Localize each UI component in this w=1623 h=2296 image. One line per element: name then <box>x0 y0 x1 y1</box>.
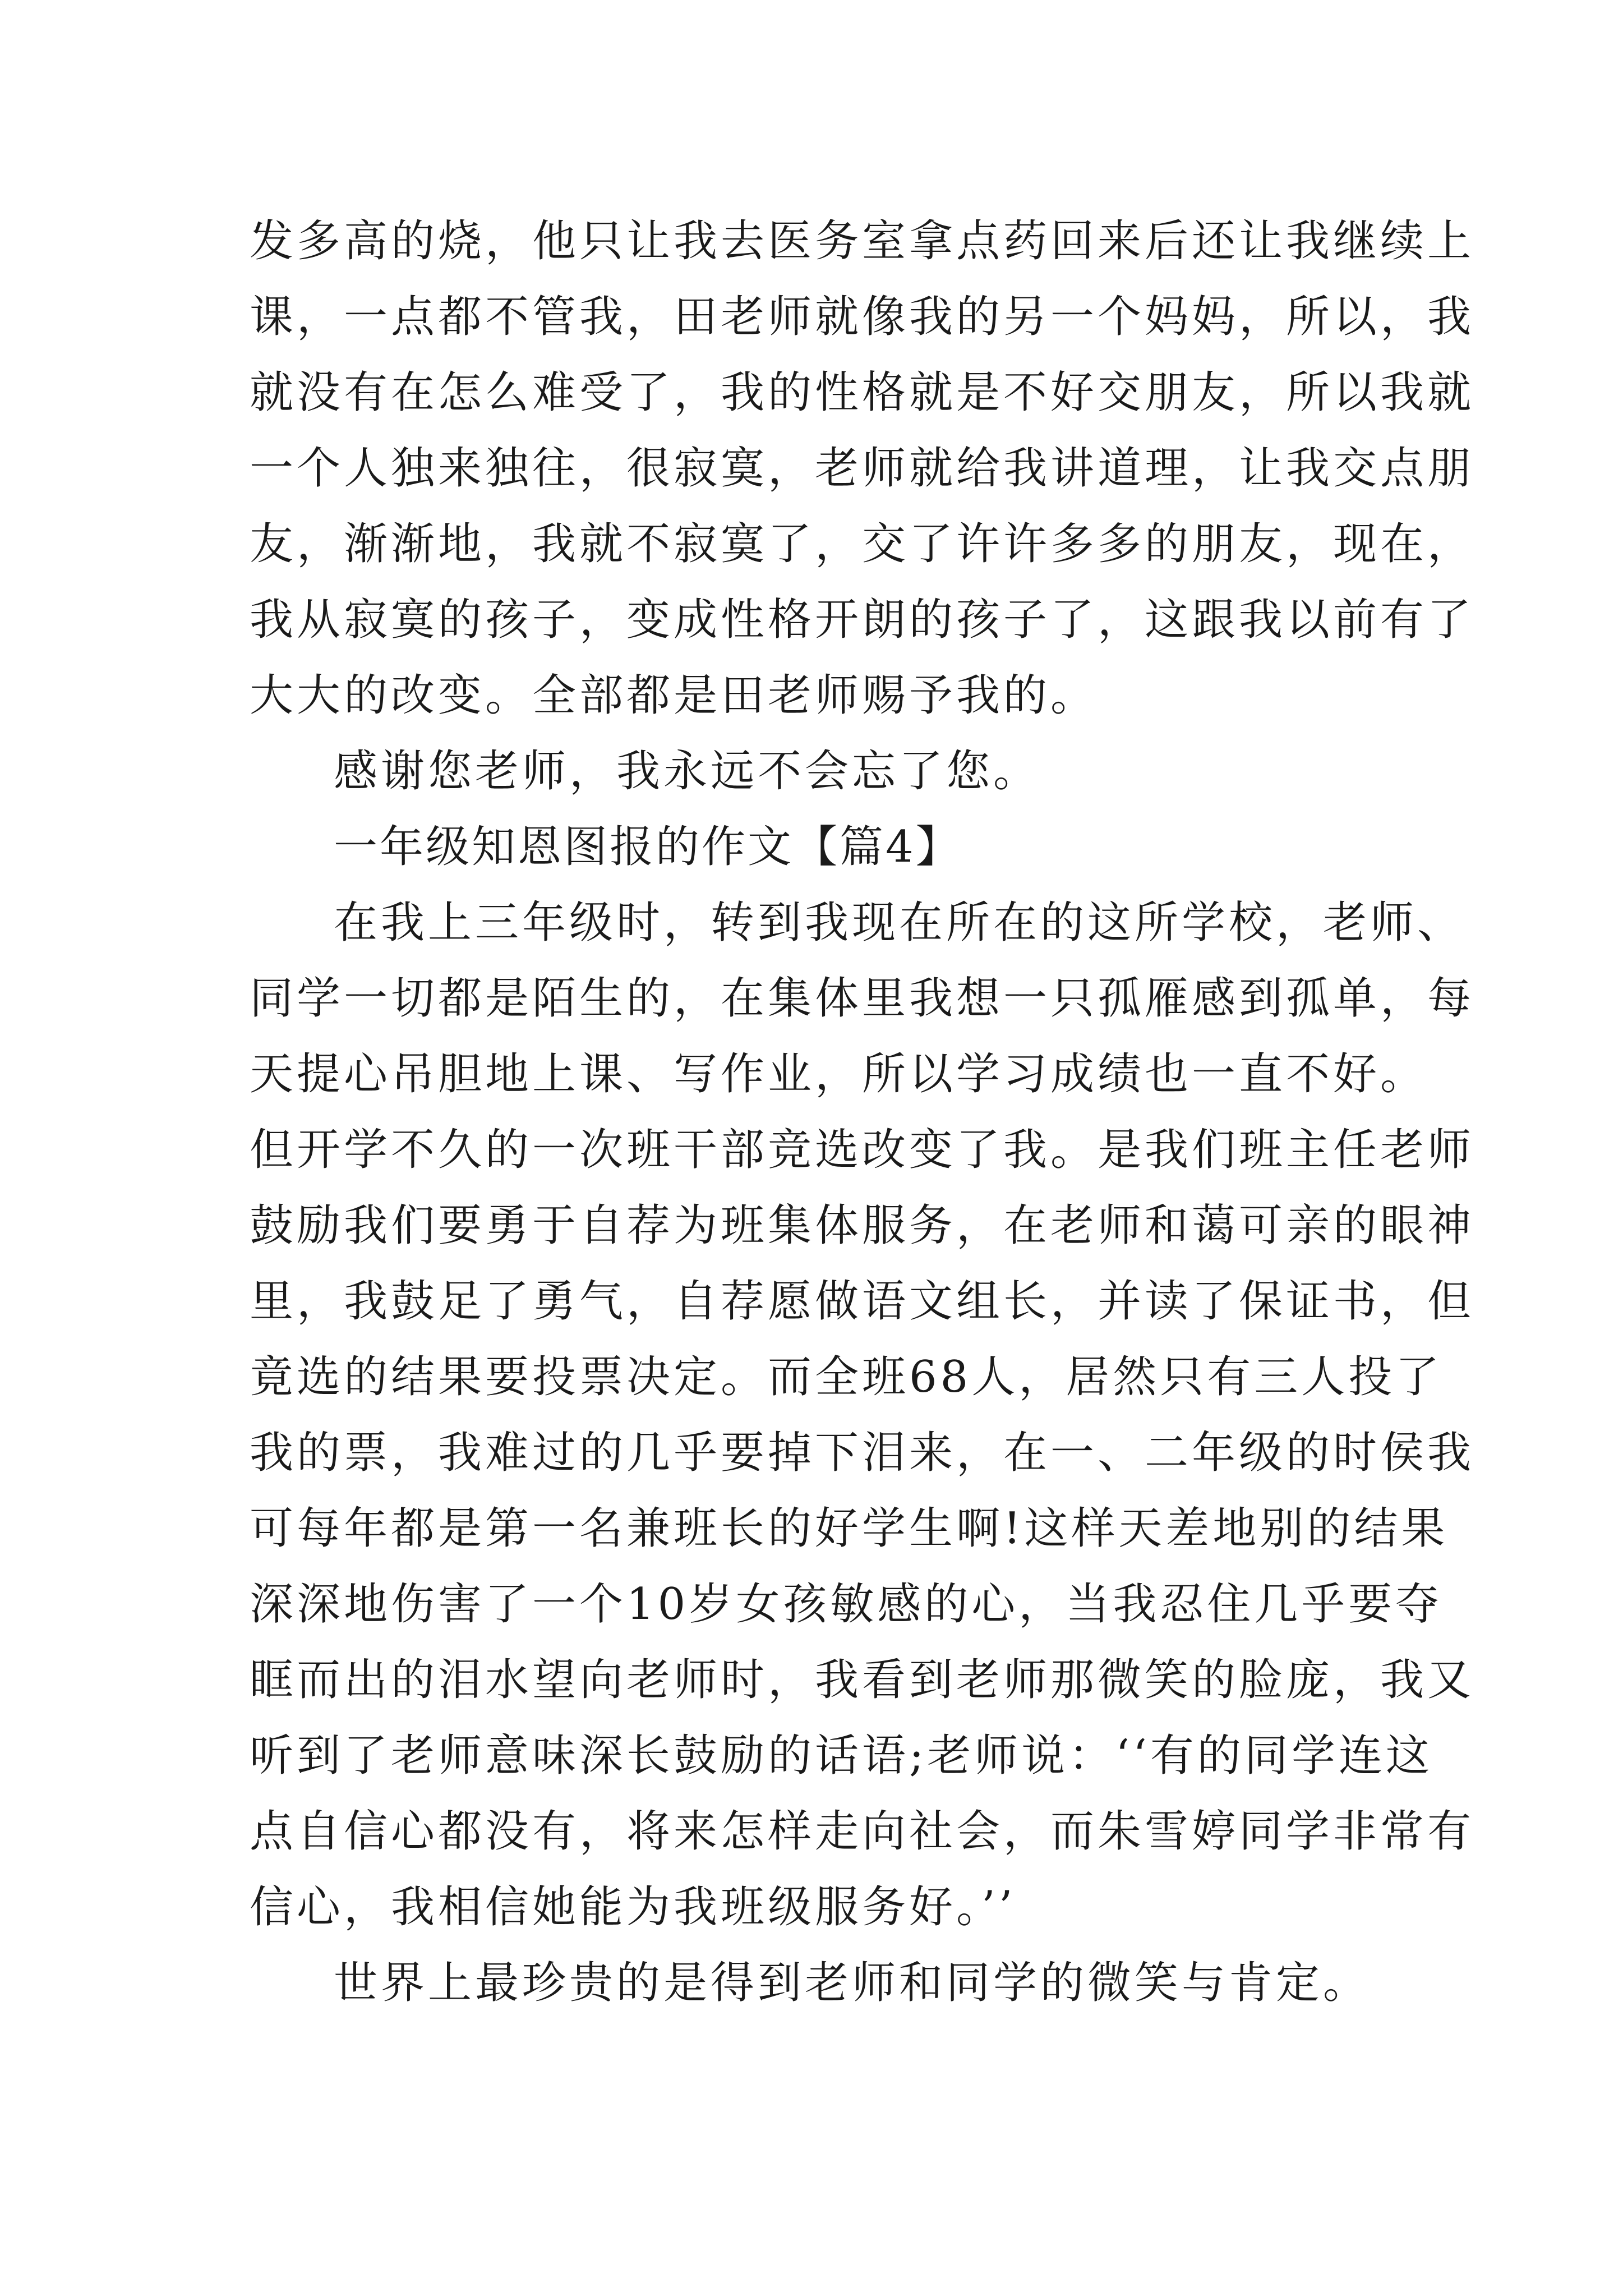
paragraph-line: 在我上三年级时，转到我现在所在的这所学校，老师、 <box>334 898 1465 948</box>
closing-line: 世界上最珍贵的是得到老师和同学的微笑与肯定。 <box>334 1958 1371 2008</box>
paragraph-line: 就没有在怎么难受了，我的性格就是不好交朋友，所以我就 <box>250 367 1475 418</box>
paragraph-line: 我的票，我难过的几乎要掉下泪来，在一、二年级的时侯我 <box>250 1428 1475 1478</box>
paragraph-line: 信心，我相信她能为我班级服务好。’’ <box>250 1882 1016 1932</box>
paragraph-line: 眶而出的泪水望向老师时，我看到老师那微笑的脸庞，我又 <box>250 1655 1475 1705</box>
paragraph-line: 但开学不久的一次班干部竞选改变了我。是我们班主任老师 <box>250 1125 1475 1175</box>
paragraph-line: 课，一点都不管我，田老师就像我的另一个妈妈，所以，我 <box>250 292 1475 342</box>
paragraph-line: 一个人独来独往，很寂寞，老师就给我讲道理，让我交点朋 <box>250 443 1475 494</box>
paragraph-line: 鼓励我们要勇于自荐为班集体服务，在老师和蔼可亲的眼神 <box>250 1200 1475 1251</box>
paragraph-line: 竟选的结果要投票决定。而全班68人，居然只有三人投了 <box>250 1352 1443 1402</box>
paragraph-line: 大大的改变。全部都是田老师赐予我的。 <box>250 670 1098 721</box>
paragraph-line: 可每年都是第一名兼班长的好学生啊!这样天差地别的结果 <box>250 1503 1449 1554</box>
paragraph-line: 友，渐渐地，我就不寂寞了，交了许许多多的朋友，现在， <box>250 519 1475 569</box>
paragraph-line: 我从寂寞的孩子，变成性格开朗的孩子了，这跟我以前有了 <box>250 595 1475 645</box>
paragraph-line: 听到了老师意味深长鼓励的话语;老师说：‘‘有的同学连这 <box>250 1731 1433 1781</box>
section-heading: 一年级知恩图报的作文【篇4】 <box>334 822 962 872</box>
paragraph-line: 深深地伤害了一个10岁女孩敏感的心，当我忍住几乎要夺 <box>250 1579 1443 1630</box>
paragraph-line: 发多高的烧，他只让我去医务室拿点药回来后还让我继续上 <box>250 216 1475 266</box>
thanks-line: 感谢您老师，我永远不会忘了您。 <box>334 746 1041 797</box>
paragraph-line: 同学一切都是陌生的，在集体里我想一只孤雁感到孤单，每 <box>250 973 1475 1024</box>
paragraph-line: 里，我鼓足了勇气，自荐愿做语文组长，并读了保证书，但 <box>250 1276 1475 1327</box>
paragraph-line: 点自信心都没有，将来怎样走向社会，而朱雪婷同学非常有 <box>250 1806 1475 1857</box>
paragraph-line: 天提心吊胆地上课、写作业，所以学习成绩也一直不好。 <box>250 1049 1428 1099</box>
